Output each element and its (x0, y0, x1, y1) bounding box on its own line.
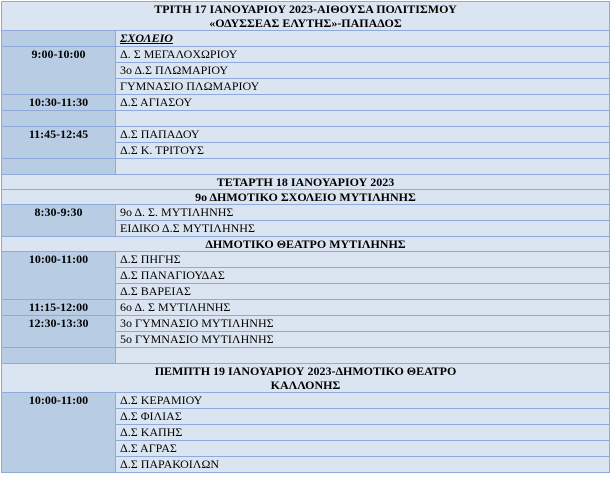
day-title-line: ΠΕΜΠΤΗ 19 ΙΑΝΟΥΑΡΙΟΥ 2023-ΔΗΜΟΤΙΚΟ ΘΕΑΤΡΟ (154, 364, 457, 378)
time-slot: 11:45-12:45 (2, 127, 116, 159)
table-row-empty (2, 348, 610, 364)
venue-title: ΔΗΜΟΤΙΚΟ ΘΕΑΤΡΟ ΜΥΤΙΛΗΝΗΣ (2, 237, 610, 252)
day-title-line: ΤΡΙΤΗ 17 ΙΑΝΟΥΑΡΙΟΥ 2023-ΑΙΘΟΥΣΑ ΠΟΛΙΤΙΣΜΟΥ (154, 2, 457, 16)
table-row-empty (2, 159, 610, 175)
school-cell: Δ.Σ ΠΑΝΑΓΙΟΥΔΑΣ (116, 268, 610, 284)
day-title-line: «ΟΔΥΣΣΕΑΣ ΕΛΥΤΗΣ»-ΠΑΠΑΔΟΣ (209, 16, 402, 30)
school-cell: Δ.Σ Κ. ΤΡΙΤΟΥΣ (116, 143, 610, 159)
time-slot: 9:00-10:00 (2, 47, 116, 95)
day-title-line: ΤΕΤΑΡΤΗ 18 ΙΑΝΟΥΑΡΙΟΥ 2023 (2, 175, 610, 190)
school-cell: Δ.Σ ΠΑΡΑΚΟΙΛΩΝ (116, 457, 610, 473)
venue-row (2, 190, 610, 205)
school-cell: Δ.Σ ΑΓΡΑΣ (116, 441, 610, 457)
table-row (2, 300, 610, 316)
time-slot: 11:15-12:00 (2, 300, 116, 316)
time-slot: 10:00-11:00 (2, 252, 116, 300)
time-slot: 12:30-13:30 (2, 316, 116, 348)
table-row (2, 47, 610, 63)
school-cell: Δ.Σ ΚΕΡΑΜΙΟΥ (116, 393, 610, 409)
school-cell: Δ. Σ ΜΕΓΑΛΟΧΩΡΙΟΥ (116, 47, 610, 63)
school-cell: 6ο Δ. Σ ΜΥΤΙΛΗΝΗΣ (116, 300, 610, 316)
time-slot: 10:30-11:30 (2, 95, 116, 111)
schedule-table (1, 1, 610, 473)
day-header-wednesday (2, 175, 610, 190)
time-slot: 10:00-11:00 (2, 393, 116, 473)
school-cell: Δ.Σ ΑΓΙΑΣΟΥ (116, 95, 610, 111)
school-cell: Δ.Σ ΠΗΓΗΣ (116, 252, 610, 268)
school-cell: 3ο ΓΥΜΝΑΣΙΟ ΜΥΤΙΛΗΝΗΣ (116, 316, 610, 332)
school-cell: Δ.Σ ΚΑΠΗΣ (116, 425, 610, 441)
school-cell: ΕΙΔΙΚΟ Δ.Σ ΜΥΤΙΛΗΝΗΣ (116, 221, 610, 237)
day-header-tuesday (2, 2, 610, 31)
table-row-empty (2, 111, 610, 127)
table-row (2, 205, 610, 221)
table-row (2, 316, 610, 332)
school-cell: 3ο Δ.Σ ΠΛΩΜΑΡΙΟΥ (116, 63, 610, 79)
school-cell: Δ.Σ ΠΑΠΑΔΟΥ (116, 127, 610, 143)
table-row (2, 95, 610, 111)
day-title-line: ΚΑΛΛΟΝΗΣ (270, 378, 341, 392)
time-slot: 8:30-9:30 (2, 205, 116, 237)
school-cell: 5ο ΓΥΜΝΑΣΙΟ ΜΥΤΙΛΗΝΗΣ (116, 332, 610, 348)
venue-row (2, 237, 610, 252)
day-header-thursday (2, 364, 610, 393)
column-header-school: ΣΧΟΛΕΙΟ (116, 31, 610, 47)
table-row (2, 127, 610, 143)
table-row (2, 393, 610, 409)
venue-title: 9ο ΔΗΜΟΤΙΚΟ ΣΧΟΛΕΙΟ ΜΥΤΙΛΗΝΗΣ (2, 190, 610, 205)
school-cell: ΓΥΜΝΑΣΙΟ ΠΛΩΜΑΡΙΟΥ (116, 79, 610, 95)
table-row (2, 31, 610, 47)
school-cell: 9ο Δ. Σ. ΜΥΤΙΛΗΝΗΣ (116, 205, 610, 221)
table-row (2, 252, 610, 268)
school-cell: Δ.Σ ΦΙΛΙΑΣ (116, 409, 610, 425)
school-cell: Δ.Σ ΒΑΡΕΙΑΣ (116, 284, 610, 300)
